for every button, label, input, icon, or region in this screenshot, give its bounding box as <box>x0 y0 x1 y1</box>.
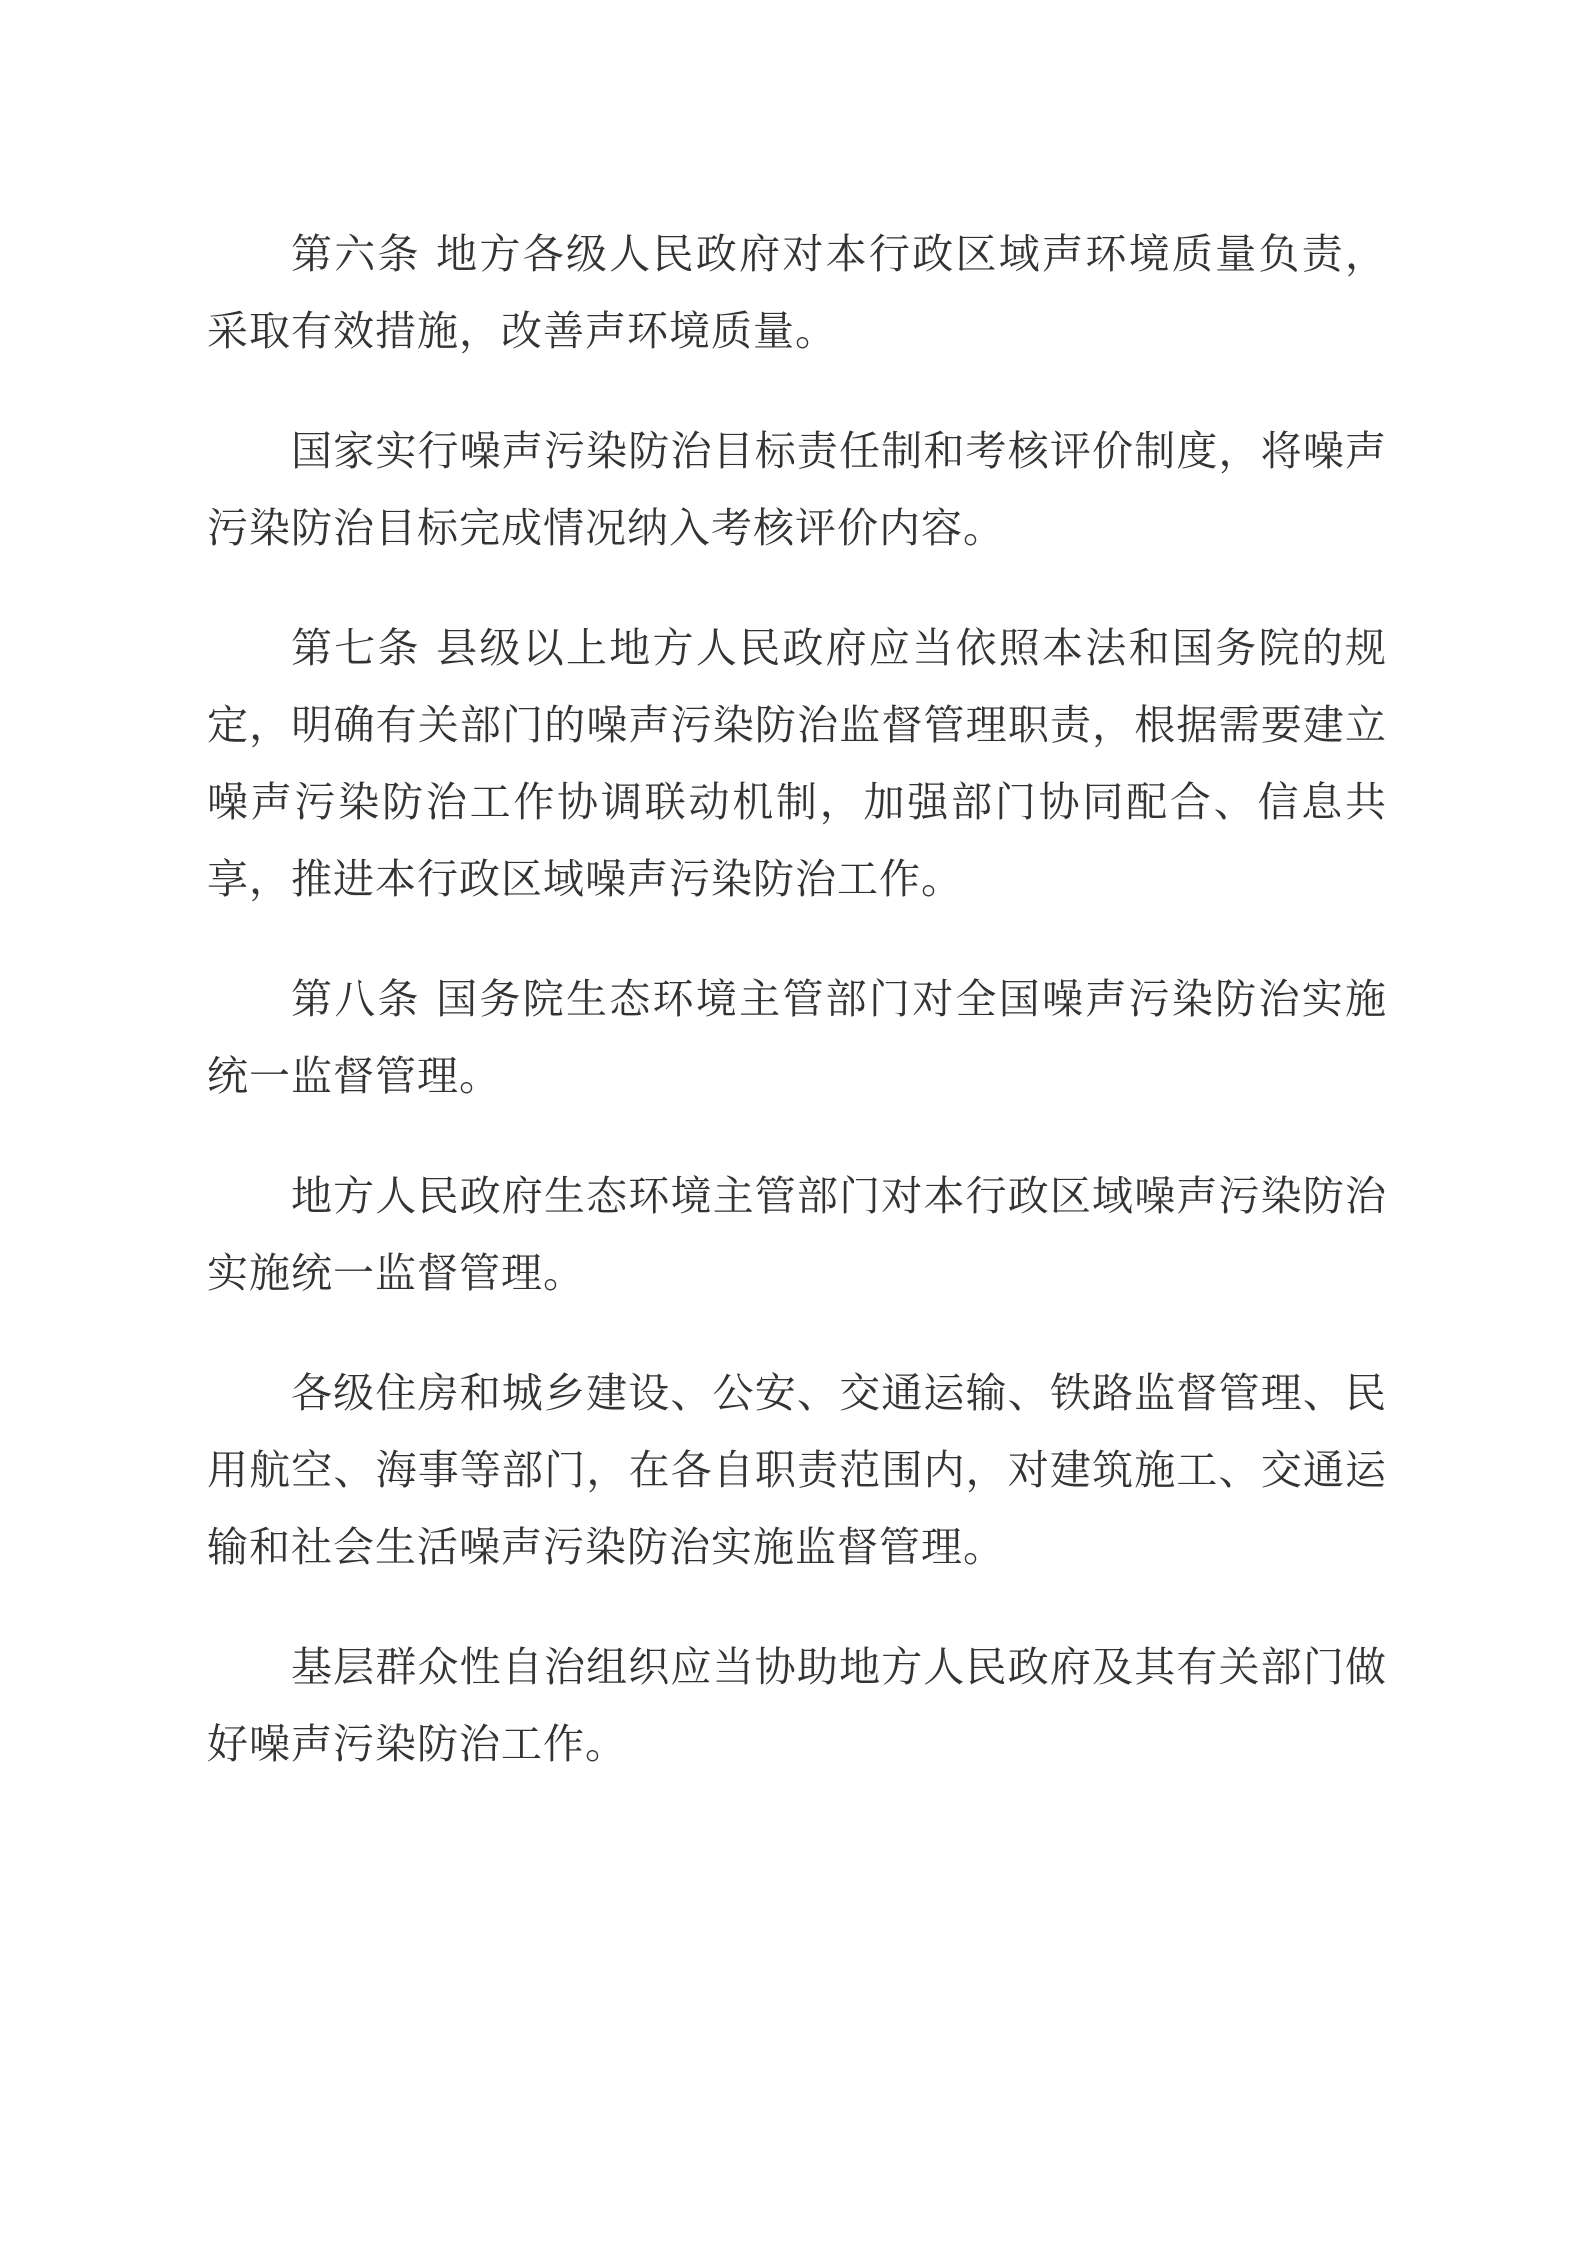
paragraph-article-8-clause-3: 各级住房和城乡建设、公安、交通运输、铁路监督管理、民用航空、海事等部门，在各自职责范围内，对建筑施工、交通运输和社会生活噪声污染防治实施监督管理。 <box>207 1369 1387 1571</box>
paragraph-article-7: 第七条 县级以上地方人民政府应当依照本法和国务院的规定，明确有关部门的噪声污染防治监督管理职责，根据需要建立噪声污染防治工作协调联动机制，加强部门协同配合、信息共享，推进本行政区域噪声污染防治工作。 <box>207 624 1387 903</box>
paragraph-article-8-clause-2: 地方人民政府生态环境主管部门对本行政区域噪声污染防治实施统一监督管理。 <box>207 1172 1387 1297</box>
paragraph-article-8-clause-4: 基层群众性自治组织应当协助地方人民政府及其有关部门做好噪声污染防治工作。 <box>207 1643 1387 1768</box>
paragraph-article-6-clause-2: 国家实行噪声污染防治目标责任制和考核评价制度，将噪声污染防治目标完成情况纳入考核评价内容。 <box>207 427 1387 552</box>
paragraph-article-8: 第八条 国务院生态环境主管部门对全国噪声污染防治实施统一监督管理。 <box>207 975 1387 1100</box>
document-body <box>207 216 1387 1783</box>
paragraph-article-6: 第六条 地方各级人民政府对本行政区域声环境质量负责，采取有效措施，改善声环境质量。 <box>207 230 1387 355</box>
